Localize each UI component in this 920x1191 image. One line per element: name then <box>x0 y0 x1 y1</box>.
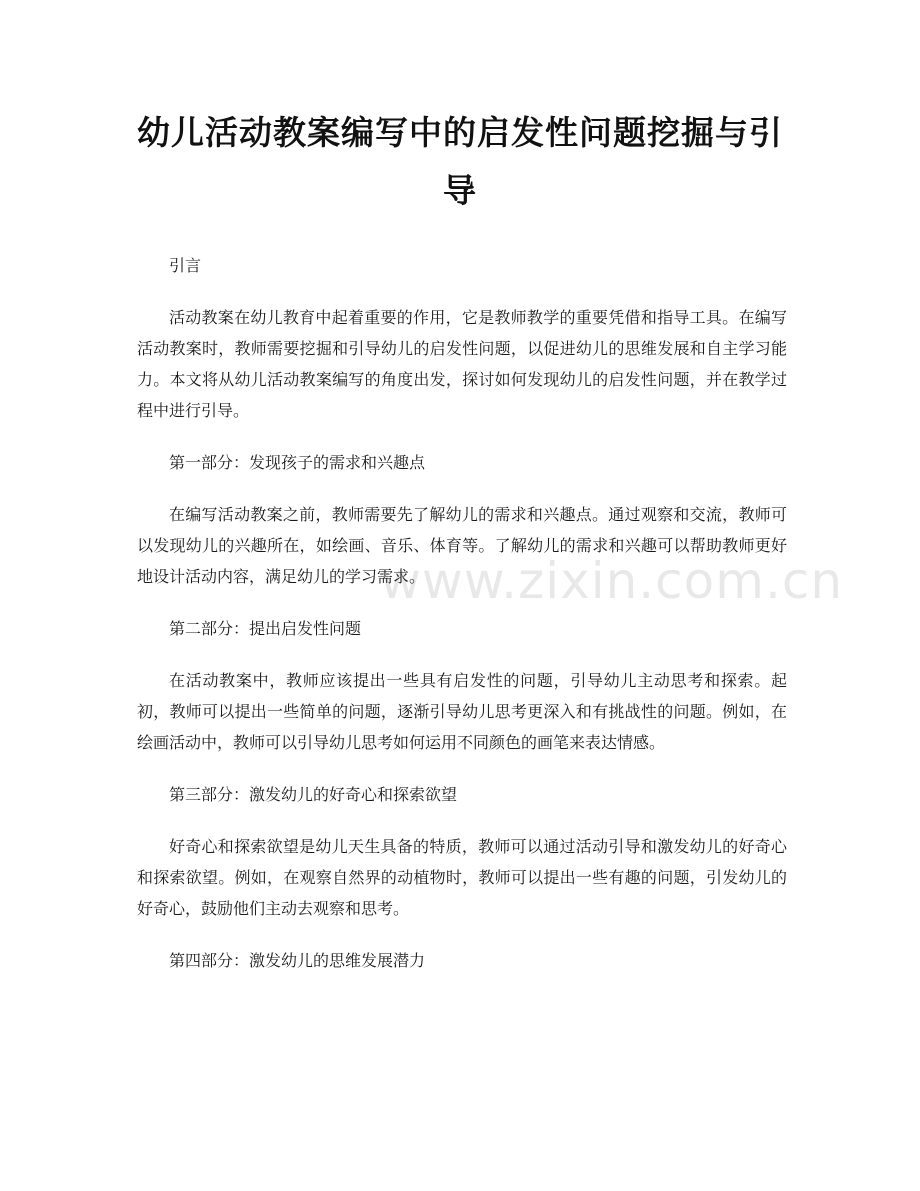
section-heading-part4: 第四部分：激发幼儿的思维发展潜力 <box>169 951 426 970</box>
section-heading-part3: 第三部分：激发幼儿的好奇心和探索欲望 <box>169 785 458 804</box>
watermark: www.zixin.com.cn <box>380 552 844 610</box>
paragraph-part1: 在编写活动教案之前，教师需要先了解幼儿的需求和兴趣点。通过观察和交流，教师可以发现幼儿的兴趣所在，如绘画、音乐、体育等。了解幼儿的需求和兴趣可以帮助教师更好地设计活动内容，满足幼儿的学习需求。 <box>137 505 787 586</box>
paragraph-intro: 活动教案在幼儿教育中起着重要的作用，它是教师教学的重要凭借和指导工具。在编写活动教案时，教师需要挖掘和引导幼儿的启发性问题，以促进幼儿的思维发展和自主学习能力。本文将从幼儿活动教案编写的角度出发，探讨如何发现幼儿的启发性问题，并在教学过程中进行引导。 <box>137 308 787 420</box>
paragraph-part2: 在活动教案中，教师应该提出一些具有启发性的问题，引导幼儿主动思考和探索。起初，教师可以提出一些简单的问题，逐渐引导幼儿思考更深入和有挑战性的问题。例如，在绘画活动中，教师可以引导幼儿思考如何运用不同颜色的画笔来表达情感。 <box>137 671 787 752</box>
document-body <box>137 250 787 997</box>
document-title: 幼儿活动教案编写中的启发性问题挖掘与引导 <box>137 113 783 210</box>
paragraph-part3: 好奇心和探索欲望是幼儿天生具备的特质，教师可以通过活动引导和激发幼儿的好奇心和探索欲望。例如，在观察自然界的动植物时，教师可以提出一些有趣的问题，引发幼儿的好奇心，鼓励他们主动去观察和思考。 <box>137 837 787 918</box>
section-heading-part1: 第一部分：发现孩子的需求和兴趣点 <box>169 453 426 472</box>
section-heading-part2: 第二部分：提出启发性问题 <box>169 619 362 638</box>
section-heading-intro: 引言 <box>169 256 202 275</box>
